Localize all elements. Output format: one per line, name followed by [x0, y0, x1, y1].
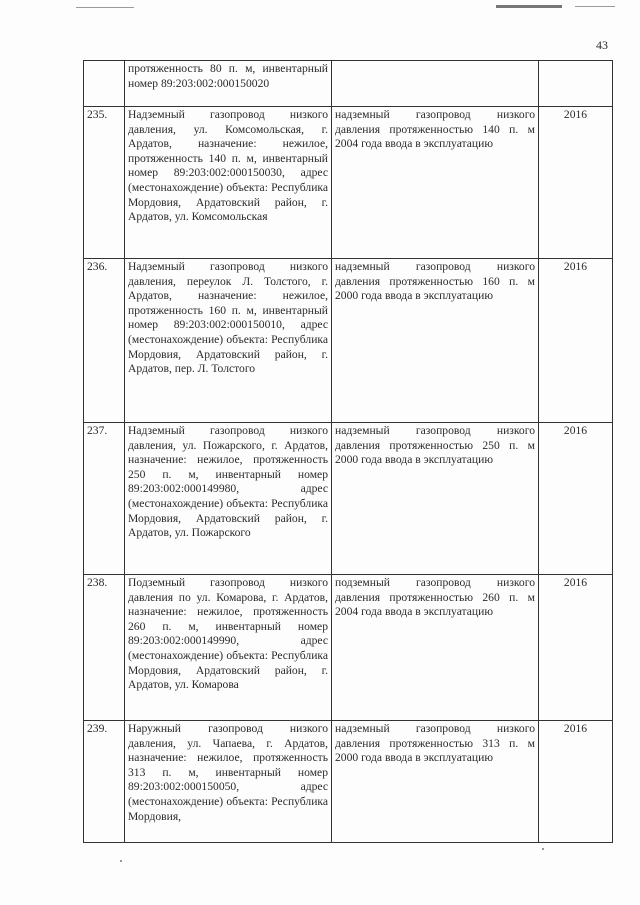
table-row [84, 423, 613, 575]
object-name: протяженность 80 п. м, инвентарный номер 89:203:002:000150020 [125, 61, 332, 107]
property-registry-table [83, 60, 613, 843]
object-characteristics: надземный газопровод низкого давления протяженностью 313 п. м 2000 года ввода в эксплуатацию [332, 721, 539, 843]
scan-speck [542, 848, 544, 850]
page-number: 43 [596, 38, 608, 52]
row-number [84, 61, 125, 107]
object-name: Надземный газопровод низкого давления, ул. Пожарского, г. Ардатов, назначение: нежилое, протяженность 250 п. м, инвентарный номер 89:203:002:000149980, адрес (местонахождение) объекта: Республика Мордовия, Ардатовский район, г. Ардатов, ул. Пожарского [125, 423, 332, 575]
scan-speck [120, 860, 122, 862]
year: 2016 [539, 107, 613, 259]
table-row [84, 107, 613, 259]
year: 2016 [539, 721, 613, 843]
table-row [84, 721, 613, 843]
object-characteristics: надземный газопровод низкого давления протяженностью 140 п. м 2004 года ввода в эксплуатацию [332, 107, 539, 259]
object-characteristics [332, 61, 539, 107]
object-name: Наружный газопровод низкого давления, ул. Чапаева, г. Ардатов, назначение: нежилое, протяженность 313 п. м, инвентарный номер 89:203:002:000150050, адрес (местонахождение) объекта: Республика Мордовия, [125, 721, 332, 843]
object-name: Подземный газопровод низкого давления по ул. Комарова, г. Ардатов, назначение: нежилое, протяженность 260 п. м, инвентарный номер 89:203:002:000149990, адрес (местонахождение) объекта: Республика Мордовия, Ардатовский район, г. Ардатов, ул. Комарова [125, 575, 332, 721]
year [539, 61, 613, 107]
row-number: 236. [84, 259, 125, 423]
row-number: 237. [84, 423, 125, 575]
row-number: 235. [84, 107, 125, 259]
year: 2016 [539, 423, 613, 575]
object-name: Надземный газопровод низкого давления, ул. Комсомольская, г. Ардатов, назначение: нежилое, протяженность 140 п. м, инвентарный номер 89:203:002:000150030, адрес (местонахождение) объекта: Республика Мордовия, Ардатовский район, г. Ардатов, ул. Комсомольская [125, 107, 332, 259]
table-row [84, 259, 613, 423]
table-row [84, 575, 613, 721]
year: 2016 [539, 259, 613, 423]
object-characteristics: подземный газопровод низкого давления протяженностью 260 п. м 2004 года ввода в эксплуатацию [332, 575, 539, 721]
year: 2016 [539, 575, 613, 721]
scan-edge-artifacts [0, 0, 640, 14]
object-name: Надземный газопровод низкого давления, переулок Л. Толстого, г. Ардатов, назначение: нежилое, протяженность 160 п. м, инвентарный номер 89:203:002:000150010, адрес (местонахождение) объекта: Республика Мордовия, Ардатовский район, г. Ардатов, пер. Л. Толстого [125, 259, 332, 423]
row-number: 239. [84, 721, 125, 843]
object-characteristics: надземный газопровод низкого давления протяженностью 160 п. м 2000 года ввода в эксплуатацию [332, 259, 539, 423]
table-row [84, 61, 613, 107]
row-number: 238. [84, 575, 125, 721]
object-characteristics: надземный газопровод низкого давления протяженностью 250 п. м 2000 года ввода в эксплуатацию [332, 423, 539, 575]
